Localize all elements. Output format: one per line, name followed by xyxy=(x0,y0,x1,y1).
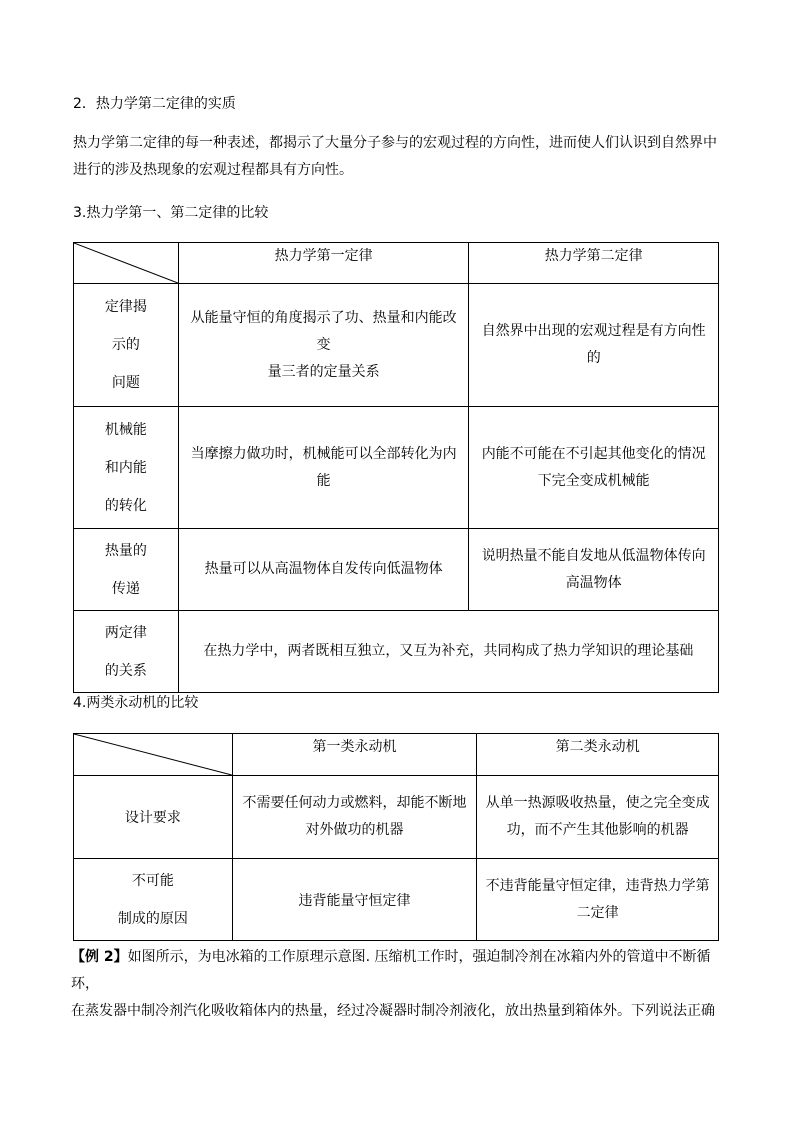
section-2-line-1: 热力学第二定律的每一种表述，都揭示了大量分子参与的宏观过程的方向性，进而使人们认识到自然界中 xyxy=(73,135,717,151)
row-label: 定律揭 示的 问题 xyxy=(74,284,179,407)
example-tag: 【例 2】 xyxy=(71,949,128,965)
section-2-line-2: 进行的涉及热现象的宏观过程都具有方向性。 xyxy=(73,162,353,178)
table-header-row xyxy=(74,243,719,284)
header-second-law: 热力学第二定律 xyxy=(469,243,719,284)
section-2-heading: 2．热力学第二定律的实质 xyxy=(73,96,236,112)
first-law-cell: 从能量守恒的角度揭示了功、热量和内能改变 量三者的定量关系 xyxy=(178,284,469,407)
table-header-row xyxy=(74,734,719,776)
diagonal-line xyxy=(74,243,178,283)
second-kind-cell: 从单一热源吸收热量，使之完全变成 功，而不产生其他影响的机器 xyxy=(477,776,719,859)
first-law-cell: 当摩擦力做功时，机械能可以全部转化为内能 xyxy=(178,407,469,529)
header-first-law: 热力学第一定律 xyxy=(178,243,469,284)
second-law-cell: 内能不可能在不引起其他变化的情况 下完全变成机械能 xyxy=(469,407,719,529)
relation-cell: 在热力学中，两者既相互独立，又互为补充，共同构成了热力学知识的理论基础 xyxy=(178,611,718,693)
perpetual-motion-table xyxy=(73,733,719,941)
row-label: 设计要求 xyxy=(74,776,233,859)
row-label: 不可能 制成的原因 xyxy=(74,859,233,941)
second-law-cell: 说明热量不能自发地从低温物体传向 高温物体 xyxy=(469,529,719,611)
example-line-2: 在蒸发器中制冷剂汽化吸收箱体内的热量，经过冷凝器时制冷剂液化，放出热量到箱体外。下列说法正确 xyxy=(71,1003,715,1019)
diagonal-line xyxy=(74,734,232,775)
table-row xyxy=(74,529,719,611)
second-law-cell: 自然界中出现的宏观过程是有方向性 的 xyxy=(469,284,719,407)
first-law-cell: 热量可以从高温物体自发传向低温物体 xyxy=(178,529,469,611)
section-4-heading: 4.两类永动机的比较 xyxy=(73,695,199,711)
diagonal-header-cell xyxy=(74,243,179,284)
table-row xyxy=(74,407,719,529)
second-kind-cell: 不违背能量守恒定律，违背热力学第 二定律 xyxy=(477,859,719,941)
example-2-paragraph xyxy=(71,944,723,1025)
diagonal-header-cell xyxy=(74,734,233,776)
first-kind-cell: 不需要任何动力或燃料，却能不断地 对外做功的机器 xyxy=(232,776,477,859)
example-line-1: 如图所示，为电冰箱的工作原理示意图. 压缩机工作时，强迫制冷剂在冰箱内外的管道中不断循环， xyxy=(71,949,711,992)
table-row xyxy=(74,776,719,859)
table-row xyxy=(74,859,719,941)
table-row xyxy=(74,284,719,407)
section-2-paragraph xyxy=(73,130,721,184)
table-row xyxy=(74,611,719,693)
row-label: 热量的 传递 xyxy=(74,529,179,611)
row-label: 机械能 和内能 的转化 xyxy=(74,407,179,529)
header-first-kind: 第一类永动机 xyxy=(232,734,477,776)
laws-comparison-table xyxy=(73,242,719,693)
row-label: 两定律 的关系 xyxy=(74,611,179,693)
header-second-kind: 第二类永动机 xyxy=(477,734,719,776)
section-3-heading: 3.热力学第一、第二定律的比较 xyxy=(73,205,269,221)
first-kind-cell: 违背能量守恒定律 xyxy=(232,859,477,941)
